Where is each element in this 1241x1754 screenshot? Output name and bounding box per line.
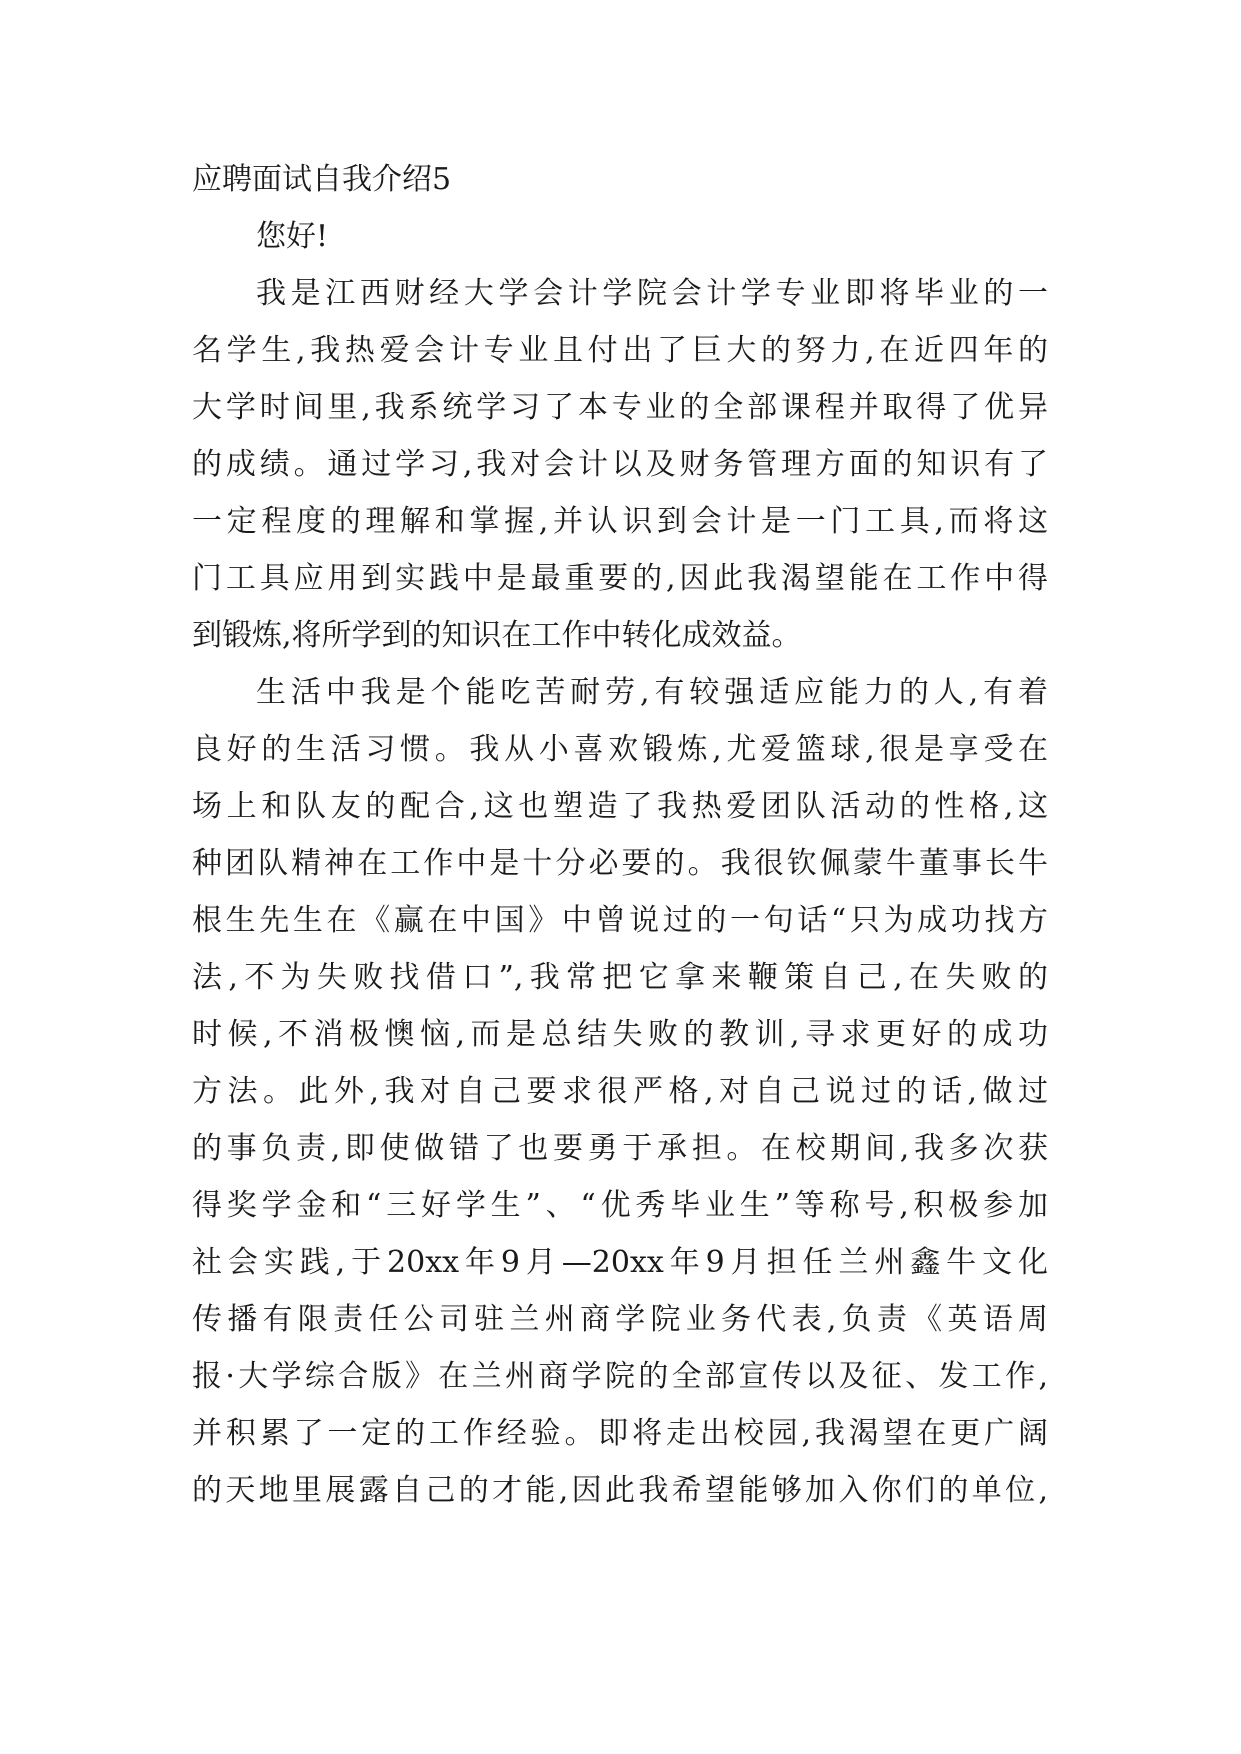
paragraph-line: 的天地里展露自己的才能,因此我希望能够加入你们的单位, bbox=[192, 1473, 1048, 1508]
paragraph-1 bbox=[192, 274, 1048, 655]
paragraph-line: 根生先生在《赢在中国》中曾说过的一句话“只为成功找方 bbox=[192, 903, 1048, 938]
paragraph-line: 良好的生活习惯。我从小喜欢锻炼,尤爱篮球,很是享受在 bbox=[192, 732, 1048, 767]
paragraph-line: 法,不为失败找借口”,我常把它拿来鞭策自己,在失败的 bbox=[192, 960, 1048, 995]
paragraph-line: 生活中我是个能吃苦耐劳,有较强适应能力的人,有着 bbox=[256, 675, 1048, 710]
document-body bbox=[192, 160, 1048, 1528]
paragraph-line: 方法。此外,我对自己要求很严格,对自己说过的话,做过 bbox=[192, 1074, 1048, 1109]
paragraph-line: 门工具应用到实践中是最重要的,因此我渴望能在工作中得 bbox=[192, 561, 1048, 596]
paragraph-line: 社会实践,于20xx年9月—20xx年9月担任兰州鑫牛文化 bbox=[192, 1245, 1048, 1280]
paragraph-line: 种团队精神在工作中是十分必要的。我很钦佩蒙牛董事长牛 bbox=[192, 846, 1048, 881]
paragraph-line: 一定程度的理解和掌握,并认识到会计是一门工具,而将这 bbox=[192, 504, 1048, 539]
paragraph-line: 的事负责,即使做错了也要勇于承担。在校期间,我多次获 bbox=[192, 1131, 1048, 1166]
paragraph-line: 名学生,我热爱会计专业且付出了巨大的努力,在近四年的 bbox=[192, 333, 1048, 368]
paragraph-line: 得奖学金和“三好学生”、“优秀毕业生”等称号,积极参加 bbox=[192, 1188, 1048, 1223]
paragraph-line: 报·大学综合版》在兰州商学院的全部宣传以及征、发工作, bbox=[192, 1359, 1048, 1394]
paragraph-line: 的成绩。通过学习,我对会计以及财务管理方面的知识有了 bbox=[192, 447, 1048, 482]
document-title: 应聘面试自我介绍5 bbox=[192, 162, 452, 197]
paragraph-line: 大学时间里,我系统学习了本专业的全部课程并取得了优异 bbox=[192, 390, 1048, 425]
paragraph-line: 时候,不消极懊恼,而是总结失败的教训,寻求更好的成功 bbox=[192, 1017, 1048, 1052]
greeting: 您好! bbox=[256, 219, 329, 254]
paragraph-line: 传播有限责任公司驻兰州商学院业务代表,负责《英语周 bbox=[192, 1302, 1048, 1337]
paragraph-line: 到锻炼,将所学到的知识在工作中转化成效益。 bbox=[192, 618, 802, 653]
paragraph-line: 并积累了一定的工作经验。即将走出校园,我渴望在更广阔 bbox=[192, 1416, 1048, 1451]
paragraph-line: 场上和队友的配合,这也塑造了我热爱团队活动的性格,这 bbox=[192, 789, 1048, 824]
paragraph-line: 我是江西财经大学会计学院会计学专业即将毕业的一 bbox=[256, 276, 1048, 311]
paragraph-2 bbox=[192, 673, 1048, 1510]
